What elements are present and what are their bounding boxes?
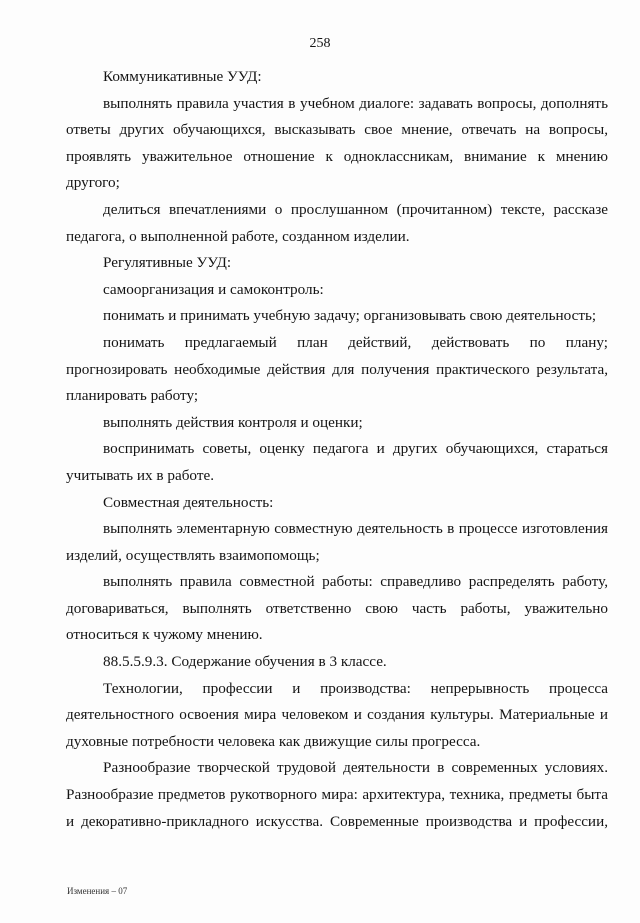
paragraph: понимать предлагаемый план действий, действовать по плану; прогнозировать необходимые действия для получения практического результата, планировать работу; [66,333,608,405]
paragraph: выполнять элементарную совместную деятельность в процессе изготовления изделий, осуществлять взаимопомощь; [66,520,608,564]
page-body [66,64,608,835]
heading-communicative: Коммуникативные УУД: [103,68,262,85]
paragraph: выполнять правила совместной работы: справедливо распределять работу, договариваться, выполнять ответственно свою часть работы, уважительно относиться к чужому мнению. [66,573,608,644]
heading-joint-activity: Совместная деятельность: [103,493,274,511]
paragraph: Разнообразие творческой трудовой деятельности в современных условиях. Разнообразие предметов рукотворного мира: архитектура, техника, предметы быта и декоративно-прикладного искусства. Современные производства и профессии, [66,759,608,830]
page-number: 258 [309,36,331,51]
section-heading: 88.5.5.9.3. Содержание обучения в 3 классе. [103,653,387,671]
paragraph: выполнять действия контроля и оценки; [103,413,363,431]
paragraph: делиться впечатлениями о прослушанном (прочитанном) тексте, рассказе педагога, о выполненной работе, созданном изделии. [66,200,608,245]
paragraph: выполнять правила участия в учебном диалоге: задавать вопросы, дополнять ответы других обучающихся, высказывать свое мнение, отвечать на вопросы, проявлять уважительное отношение к одноклассникам, внимание к мнению другого; [66,94,608,192]
paragraph: воспринимать советы, оценку педагога и других обучающихся, стараться учитывать их в работе. [66,440,608,484]
paragraph: понимать и принимать учебную задачу; организовывать свою деятельность; [103,307,597,325]
paragraph: самоорганизация и самоконтроль: [103,280,324,298]
heading-regulatory: Регулятивные УУД: [103,254,232,272]
footer-note: Изменения – 07 [67,886,128,896]
paragraph: Технологии, профессии и производства: непрерывность процесса деятельностного освоения мира человеком и создания культуры. Материальные и духовные потребности человека как движущие силы прогресса. [66,679,608,750]
